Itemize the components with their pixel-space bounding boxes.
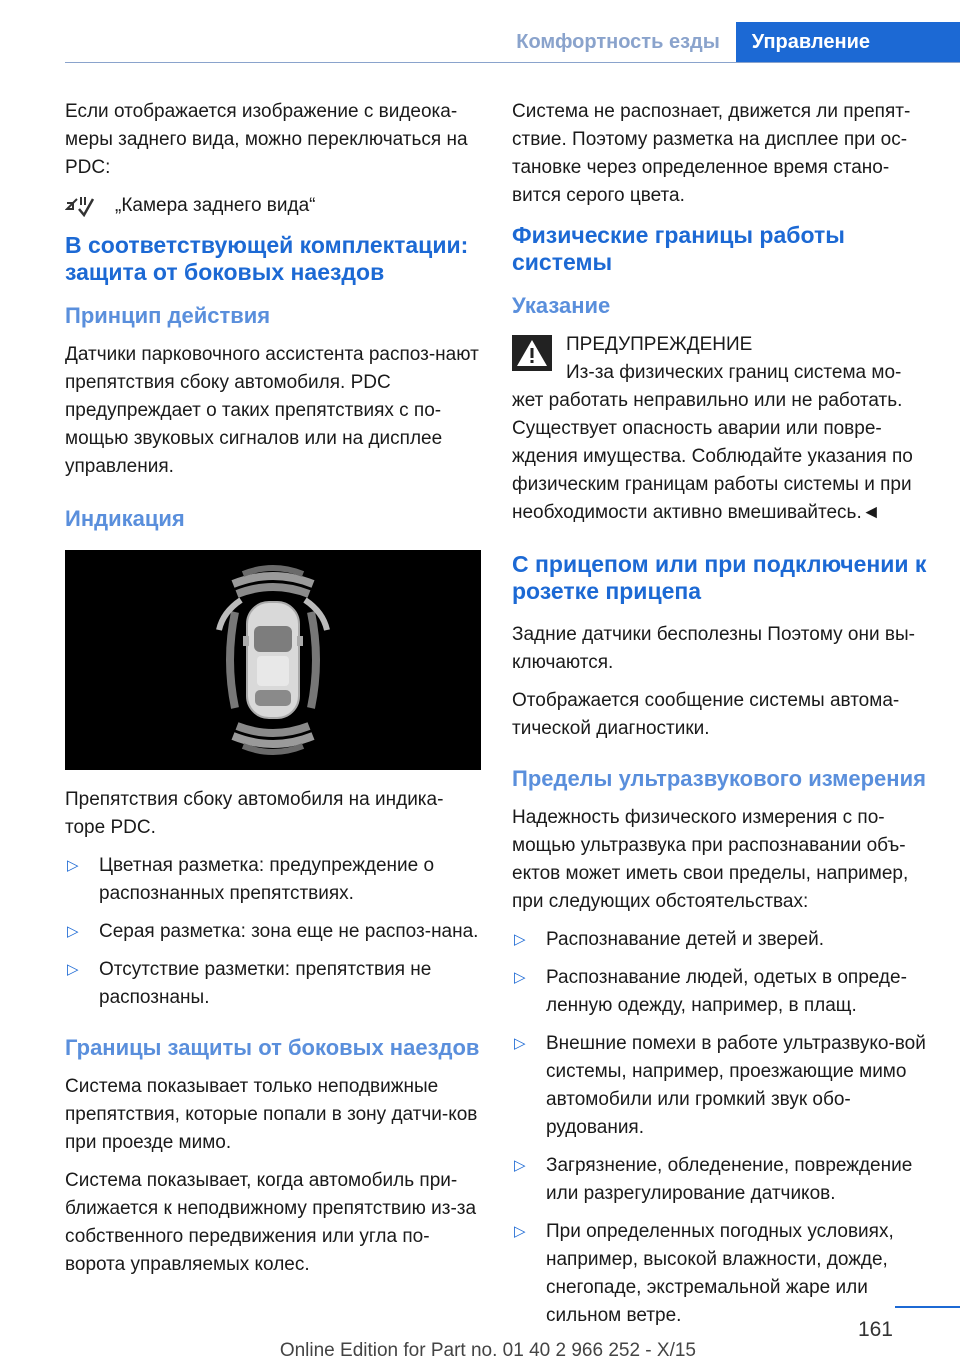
paragraph-ultrasound: Надежность физического измерения с по-мощью ультразвука при распознавании объ-ектов может иметь свои пределы, например, при следующих обстоятельствах: bbox=[512, 807, 909, 912]
paragraph-trailer-1: Задние датчики бесполезны Поэтому они вы-ключаются. bbox=[512, 624, 915, 673]
paragraph-limits-2: Система показывает, когда автомобиль при-ближается к неподвижному препятствию из-за собственного передвижения или угла по-ворота управляемых колес. bbox=[65, 1170, 477, 1275]
list-item: ▷ Отсутствие разметки: препятствия не распознаны. bbox=[65, 956, 481, 1012]
pdc-side-display-image bbox=[65, 550, 481, 770]
heading-physical-limits: Физические границы работы системы bbox=[512, 222, 845, 275]
warning-triangle-icon bbox=[512, 335, 552, 371]
triangle-right-icon: ▷ bbox=[67, 857, 79, 874]
list-item: ▷ Загрязнение, обледенение, повреждение или разрегулирование датчиков. bbox=[512, 1152, 932, 1208]
list-item: ▷ Распознавание людей, одетых в опреде-ленную одежду, например, в плащ. bbox=[512, 964, 932, 1020]
list-item: ▷ Цветная разметка: предупреждение о распознанных препятствиях. bbox=[65, 852, 481, 908]
tab-comfort[interactable]: Комфортность езды bbox=[500, 22, 736, 62]
list-item: ▷ При определенных погодных условиях, например, высокой влажности, дожде, снегопаде, экстремальной жаре или сильном ветре. bbox=[512, 1218, 932, 1330]
warning-block bbox=[512, 331, 932, 359]
right-column bbox=[512, 98, 932, 1340]
footer-divider bbox=[0, 1306, 960, 1307]
heading-indication: Индикация bbox=[65, 506, 185, 531]
triangle-right-icon: ▷ bbox=[67, 923, 79, 940]
heading-note: Указание bbox=[512, 293, 611, 318]
indication-list bbox=[65, 852, 481, 1012]
tab-control[interactable]: Управление bbox=[736, 22, 960, 62]
heading-limits: Границы защиты от боковых наездов bbox=[65, 1035, 480, 1060]
heading-principle: Принцип действия bbox=[65, 303, 271, 328]
image-caption: Препятствия сбоку автомобиля на индика-торе PDC. bbox=[65, 789, 444, 838]
heading-trailer: С прицепом или при подключении к розетке прицепа bbox=[512, 551, 927, 604]
camera-label: „Камера заднего вида“ bbox=[115, 195, 316, 216]
header-tabs bbox=[500, 22, 960, 62]
camera-button-line bbox=[65, 192, 481, 220]
warning-title: ПРЕДУПРЕЖДЕНИЕ bbox=[566, 334, 753, 355]
list-item: ▷ Серая разметка: зона еще не распоз-нана. bbox=[65, 918, 481, 946]
triangle-right-icon: ▷ bbox=[514, 969, 526, 986]
triangle-right-icon: ▷ bbox=[514, 1223, 526, 1240]
edition-text: Online Edition for Part no. 01 40 2 966 252 - X/15 bbox=[279, 1340, 696, 1361]
paragraph-gray-marking: Система не распознает, движется ли препят-ствие. Поэтому разметка на дисплее при ос-тановке через определенное время стано-вится серого цвета. bbox=[512, 101, 911, 206]
camera-icon bbox=[65, 195, 101, 217]
list-item: ▷ Распознавание детей и зверей. bbox=[512, 926, 932, 954]
triangle-right-icon: ▷ bbox=[514, 1157, 526, 1174]
left-column bbox=[65, 98, 481, 1289]
header-divider bbox=[65, 62, 960, 63]
paragraph-principle: Датчики парковочного ассистента распоз-нают препятствия сбоку автомобиля. PDC предупреждает о таких препятствиях с по-мощью звуковых сигналов или на дисплее управления. bbox=[65, 344, 479, 477]
paragraph-camera-intro: Если отображается изображение с видеока-меры заднего вида, можно переключаться на PDC: bbox=[65, 101, 468, 178]
list-item: ▷ Внешние помехи в работе ультразвуко-вой системы, например, проезжающие мимо автомобили или громкий звук обо-рудования. bbox=[512, 1030, 932, 1142]
heading-ultrasound: Пределы ультразвукового измерения bbox=[512, 766, 926, 791]
triangle-right-icon: ▷ bbox=[514, 931, 526, 948]
heading-side-protection: В соответствующей комплектации: защита от боковых наездов bbox=[65, 232, 469, 285]
triangle-right-icon: ▷ bbox=[67, 961, 79, 978]
triangle-right-icon: ▷ bbox=[514, 1035, 526, 1052]
paragraph-trailer-2: Отображается сообщение системы автома-тической диагностики. bbox=[512, 690, 900, 739]
warning-text: Из-за физических границ система мо-жет работать неправильно или не работать. Существует опасность аварии или повре-ждения имущества. Соблюдайте указания по физическим границам работы системы и при необходимости активно вмешивайтесь.◄ bbox=[512, 362, 913, 523]
pdc-car-graphic bbox=[65, 550, 481, 770]
paragraph-limits-1: Система показывает только неподвижные препятствия, которые попали в зону датчи-ков при проезде мимо. bbox=[65, 1076, 478, 1153]
page-number: 161 bbox=[857, 1318, 893, 1341]
ultrasound-limits-list bbox=[512, 926, 932, 1330]
